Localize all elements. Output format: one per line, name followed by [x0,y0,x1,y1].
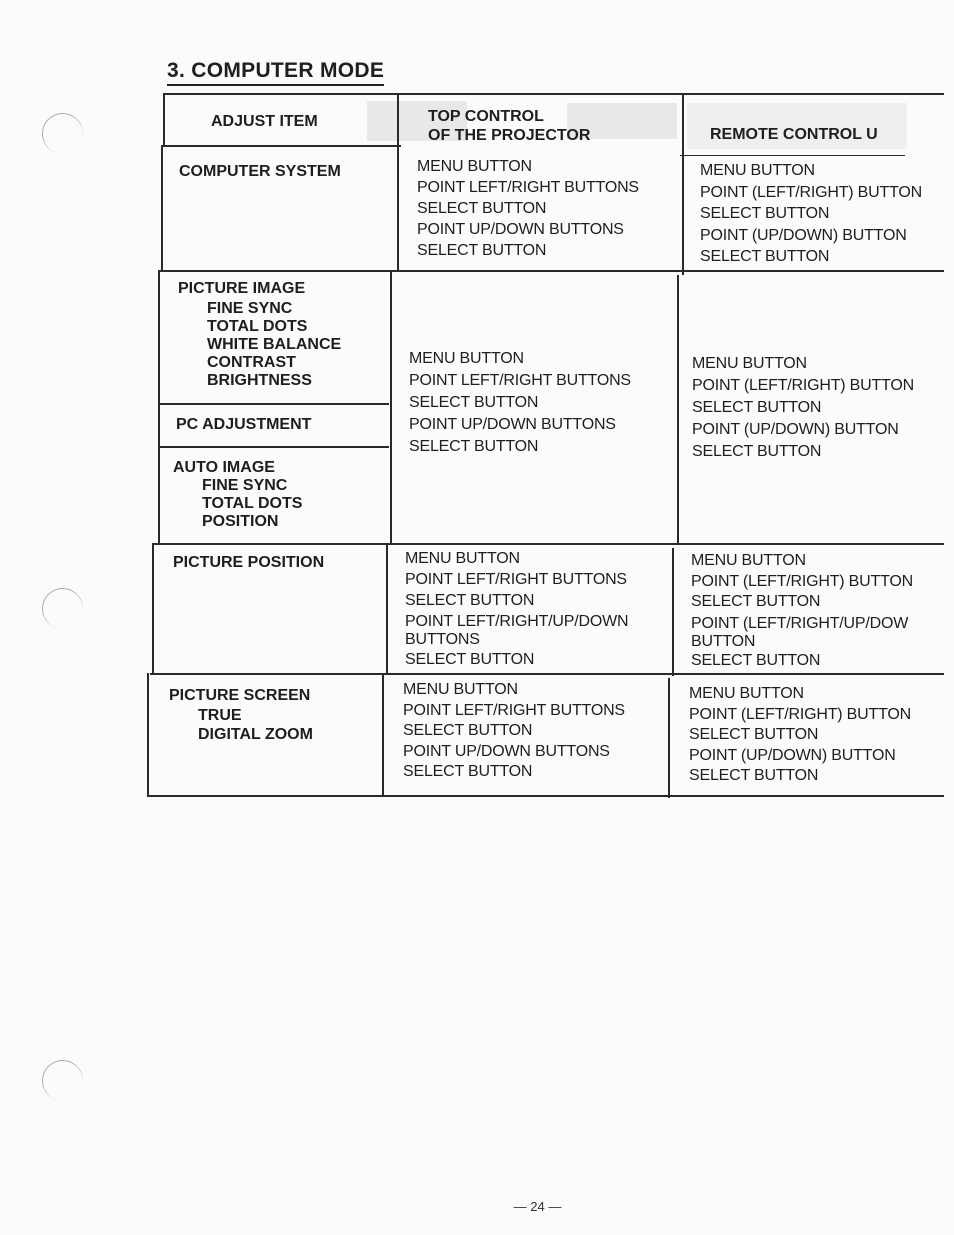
row-divider [159,270,944,272]
table-border-left [161,145,163,271]
item-computer-system: COMPUTER SYSTEM [179,163,341,180]
header-top-control [428,107,590,145]
sub-row-divider [159,403,389,405]
item-label: AUTO IMAGE [173,459,275,476]
list-item: POINT UP/DOWN BUTTONS [409,416,616,433]
row-divider [150,673,944,675]
remote-control-list [691,551,913,671]
remote-control-list [692,353,914,463]
header-adjust-item: ADJUST ITEM [211,113,318,130]
list-item: POINT (LEFT/RIGHT) BUTTON [700,183,922,201]
table-border-left [158,270,160,544]
item-picture-screen [169,686,313,744]
list-item: SELECT BUTTON [700,248,830,265]
subitem-label: BRIGHTNESS [207,372,312,389]
header-top-control-line1: TOP CONTROL [428,108,544,125]
list-item: POINT (UP/DOWN) BUTTON [692,421,899,438]
punch-hole-mark [39,110,86,157]
header-remote-control: REMOTE CONTROL U [710,126,878,143]
subitem-label: TRUE [198,707,242,724]
list-item: BUTTON [691,632,756,650]
list-item: POINT (UP/DOWN) BUTTON [700,226,907,244]
list-item: BUTTONS [405,631,480,648]
sub-row-divider [159,446,389,448]
punch-hole-mark [39,585,86,632]
row-divider [680,155,905,156]
list-item: SELECT BUTTON [409,394,539,411]
item-picture-image [178,279,341,390]
column-divider [386,543,388,674]
item-picture-position: PICTURE POSITION [173,554,325,571]
list-item: POINT (UP/DOWN) BUTTON [689,746,896,764]
table-border-left [147,673,149,796]
list-item: MENU BUTTON [692,355,807,372]
list-item: POINT UP/DOWN BUTTONS [417,221,624,238]
page-number: — 24 — [513,1199,562,1214]
row-divider [161,145,401,147]
table-border-left [163,93,165,145]
top-control-list [417,156,639,261]
list-item: MENU BUTTON [691,552,806,569]
list-item: MENU BUTTON [689,685,804,702]
column-divider [677,275,679,545]
list-item: SELECT BUTTON [689,726,819,743]
table-border-top [164,93,944,95]
list-item: SELECT BUTTON [417,200,547,217]
item-pc-adjustment: PC ADJUSTMENT [176,416,312,433]
list-item: POINT (LEFT/RIGHT/UP/DOW [691,614,909,632]
list-item: SELECT BUTTON [405,651,535,668]
list-item: POINT (LEFT/RIGHT) BUTTON [691,572,913,590]
column-divider [390,270,392,544]
item-auto-image [173,458,302,531]
column-divider [682,93,684,275]
list-item: POINT (LEFT/RIGHT) BUTTON [692,377,914,394]
column-divider [397,93,399,271]
list-item: SELECT BUTTON [692,443,822,460]
list-item: SELECT BUTTON [700,205,830,222]
subitem-label: WHITE BALANCE [207,336,342,353]
remote-control-list [700,160,922,268]
list-item: SELECT BUTTON [691,651,821,669]
list-item: SELECT BUTTON [691,593,821,610]
remote-control-list [689,684,911,787]
list-item: MENU BUTTON [409,350,524,367]
list-item: SELECT BUTTON [405,592,535,609]
table-border-bottom [147,795,944,797]
item-label: PICTURE IMAGE [178,280,306,297]
list-item: MENU BUTTON [417,158,532,175]
list-item: POINT LEFT/RIGHT/UP/DOWN [405,613,629,630]
subitem-label: FINE SYNC [207,300,293,317]
column-divider [672,548,674,676]
list-item: SELECT BUTTON [417,242,547,259]
row-divider [153,543,944,545]
subitem-label: POSITION [202,513,279,530]
list-item: POINT LEFT/RIGHT BUTTONS [409,372,631,389]
list-item: MENU BUTTON [405,550,520,567]
list-item: POINT LEFT/RIGHT BUTTONS [405,571,627,588]
list-item: SELECT BUTTON [403,763,533,780]
subitem-label: DIGITAL ZOOM [198,726,313,743]
list-item: POINT UP/DOWN BUTTONS [403,742,610,760]
list-item: SELECT BUTTON [403,722,533,739]
subitem-label: FINE SYNC [202,477,288,494]
punch-hole-mark [39,1057,86,1104]
list-item: POINT LEFT/RIGHT BUTTONS [403,701,625,719]
subitem-label: TOTAL DOTS [207,318,308,335]
list-item: POINT (LEFT/RIGHT) BUTTON [689,705,911,723]
subitem-label: TOTAL DOTS [202,495,303,512]
list-item: MENU BUTTON [403,681,518,698]
subitem-label: CONTRAST [207,354,296,371]
top-control-list [409,348,631,458]
top-control-list [403,680,625,783]
list-item: MENU BUTTON [700,162,815,179]
column-divider [668,678,670,798]
list-item: POINT LEFT/RIGHT BUTTONS [417,179,639,196]
adjustment-table [147,93,943,797]
header-top-control-line2: OF THE PROJECTOR [428,127,591,144]
top-control-list [405,548,628,670]
table-border-left [152,543,154,674]
list-item: SELECT BUTTON [692,399,822,416]
column-divider [382,673,384,796]
item-label: PICTURE SCREEN [169,687,311,704]
list-item: SELECT BUTTON [689,767,819,784]
list-item: SELECT BUTTON [409,438,539,455]
section-title: 3. COMPUTER MODE [167,58,384,86]
